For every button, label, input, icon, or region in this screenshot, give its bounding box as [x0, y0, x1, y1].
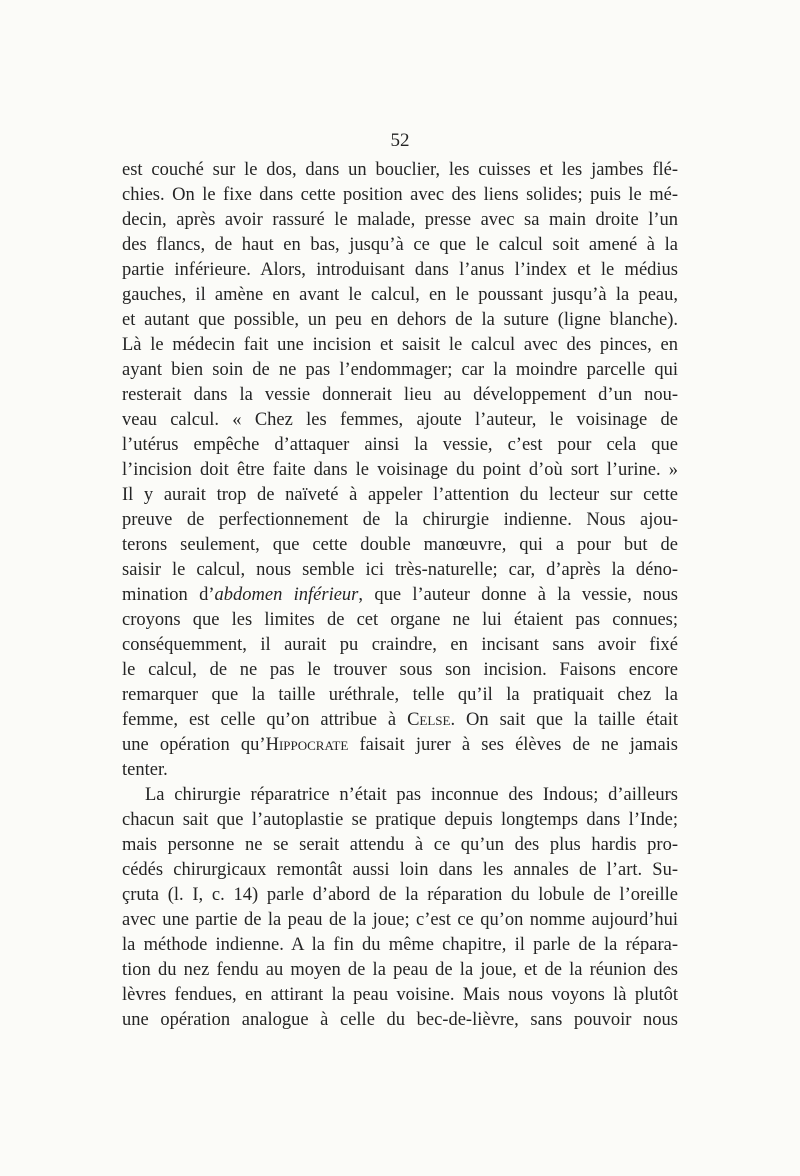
text-line: une opération analogue à celle du bec-de-lièvre, sans pouvoir nous — [122, 1010, 678, 1030]
author-name-small-caps: Hippocrate — [265, 735, 349, 755]
text-segment: , que l’auteur donne à la vessie, nous — [358, 585, 679, 605]
text-segment: une opération qu’ — [122, 735, 266, 755]
text-line: cédés chirurgicaux remontât aussi loin dans les annales de l’art. Su- — [122, 860, 678, 880]
text-line: tion du nez fendu au moyen de la peau de la joue, et de la réunion des — [122, 960, 678, 980]
text-line: est couché sur le dos, dans un bouclier, les cuisses et les jambes flé- — [122, 160, 678, 180]
text-line: Là le médecin fait une incision et saisit le calcul avec des pinces, en — [122, 335, 678, 355]
text-line: et autant que possible, un peu en dehors de la suture (ligne blanche). — [122, 310, 678, 330]
text-line: terons seulement, que cette double manœuvre, qui a pour but de — [122, 535, 678, 555]
page-number: 52 — [390, 130, 410, 151]
text-line: resterait dans la vessie donnerait lieu au développement d’un nou- — [122, 385, 678, 405]
author-name-small-caps: Celse — [407, 710, 451, 730]
text-line: lèvres fendues, en attirant la peau voisine. Mais nous voyons là plutôt — [122, 985, 678, 1005]
text-line: çruta (l. I, c. 14) parle d’abord de la réparation du lobule de l’oreille — [122, 885, 678, 905]
text-line: l’utérus empêche d’attaquer ainsi la vessie, c’est pour cela que — [122, 435, 678, 455]
text-line: chacun sait que l’autoplastie se pratique depuis longtemps dans l’Inde; — [122, 810, 678, 830]
text-line: des flancs, de haut en bas, jusqu’à ce que le calcul soit amené à la — [122, 235, 678, 255]
text-line: gauches, il amène en avant le calcul, en le poussant jusqu’à la peau, — [122, 285, 678, 305]
text-line: avec une partie de la peau de la joue; c’est ce qu’on nomme aujourd’hui — [122, 910, 678, 930]
text-segment: . On sait que la taille était — [450, 710, 679, 730]
text-line: chies. On le fixe dans cette position avec des liens solides; puis le mé- — [122, 185, 678, 205]
text-line: preuve de perfectionnement de la chirurgie indienne. Nous ajou- — [122, 510, 678, 530]
text-line: veau calcul. « Chez les femmes, ajoute l’auteur, le voisinage de — [122, 410, 678, 430]
text-line: decin, après avoir rassuré le malade, presse avec sa main droite l’un — [122, 210, 678, 230]
text-line: remarquer que la taille uréthrale, telle qu’il la pratiquait chez la — [122, 685, 678, 705]
text-line: le calcul, de ne pas le trouver sous son incision. Faisons encore — [122, 660, 678, 680]
italic-term: abdomen inférieur — [214, 585, 359, 605]
text-line — [122, 583, 678, 608]
text-line: mais personne ne se serait attendu à ce qu’un des plus hardis pro- — [122, 835, 678, 855]
text-line: saisir le calcul, nous semble ici très-naturelle; car, d’après la déno- — [122, 560, 678, 580]
text-line: partie inférieure. Alors, introduisant dans l’anus l’index et le médius — [122, 260, 678, 280]
text-line — [122, 708, 678, 733]
paragraph — [122, 783, 678, 1033]
text-line: Il y aurait trop de naïveté à appeler l’attention du lecteur sur cette — [122, 485, 678, 505]
text-line: tenter. — [122, 760, 168, 780]
text-segment: faisait jurer à ses élèves de ne jamais — [348, 735, 678, 755]
text-segment: femme, est celle qu’on attribue à — [122, 710, 408, 730]
text-line — [122, 733, 678, 758]
text-line: croyons que les limites de cet organe ne lui étaient pas connues; — [122, 610, 678, 630]
text-line: la méthode indienne. A la fin du même chapitre, il parle de la répara- — [122, 935, 678, 955]
text-line: l’incision doit être faite dans le voisinage du point d’où sort l’urine. » — [122, 460, 678, 480]
text-line: ayant bien soin de ne pas l’endommager; car la moindre parcelle qui — [122, 360, 678, 380]
text-segment: mination d’ — [122, 585, 215, 605]
text-line: La chirurgie réparatrice n’était pas inconnue des Indous; d’ailleurs — [145, 785, 678, 805]
page-body — [122, 158, 678, 1033]
text-line: conséquemment, il aurait pu craindre, en incisant sans avoir fixé — [122, 635, 678, 655]
paragraph — [122, 158, 678, 783]
